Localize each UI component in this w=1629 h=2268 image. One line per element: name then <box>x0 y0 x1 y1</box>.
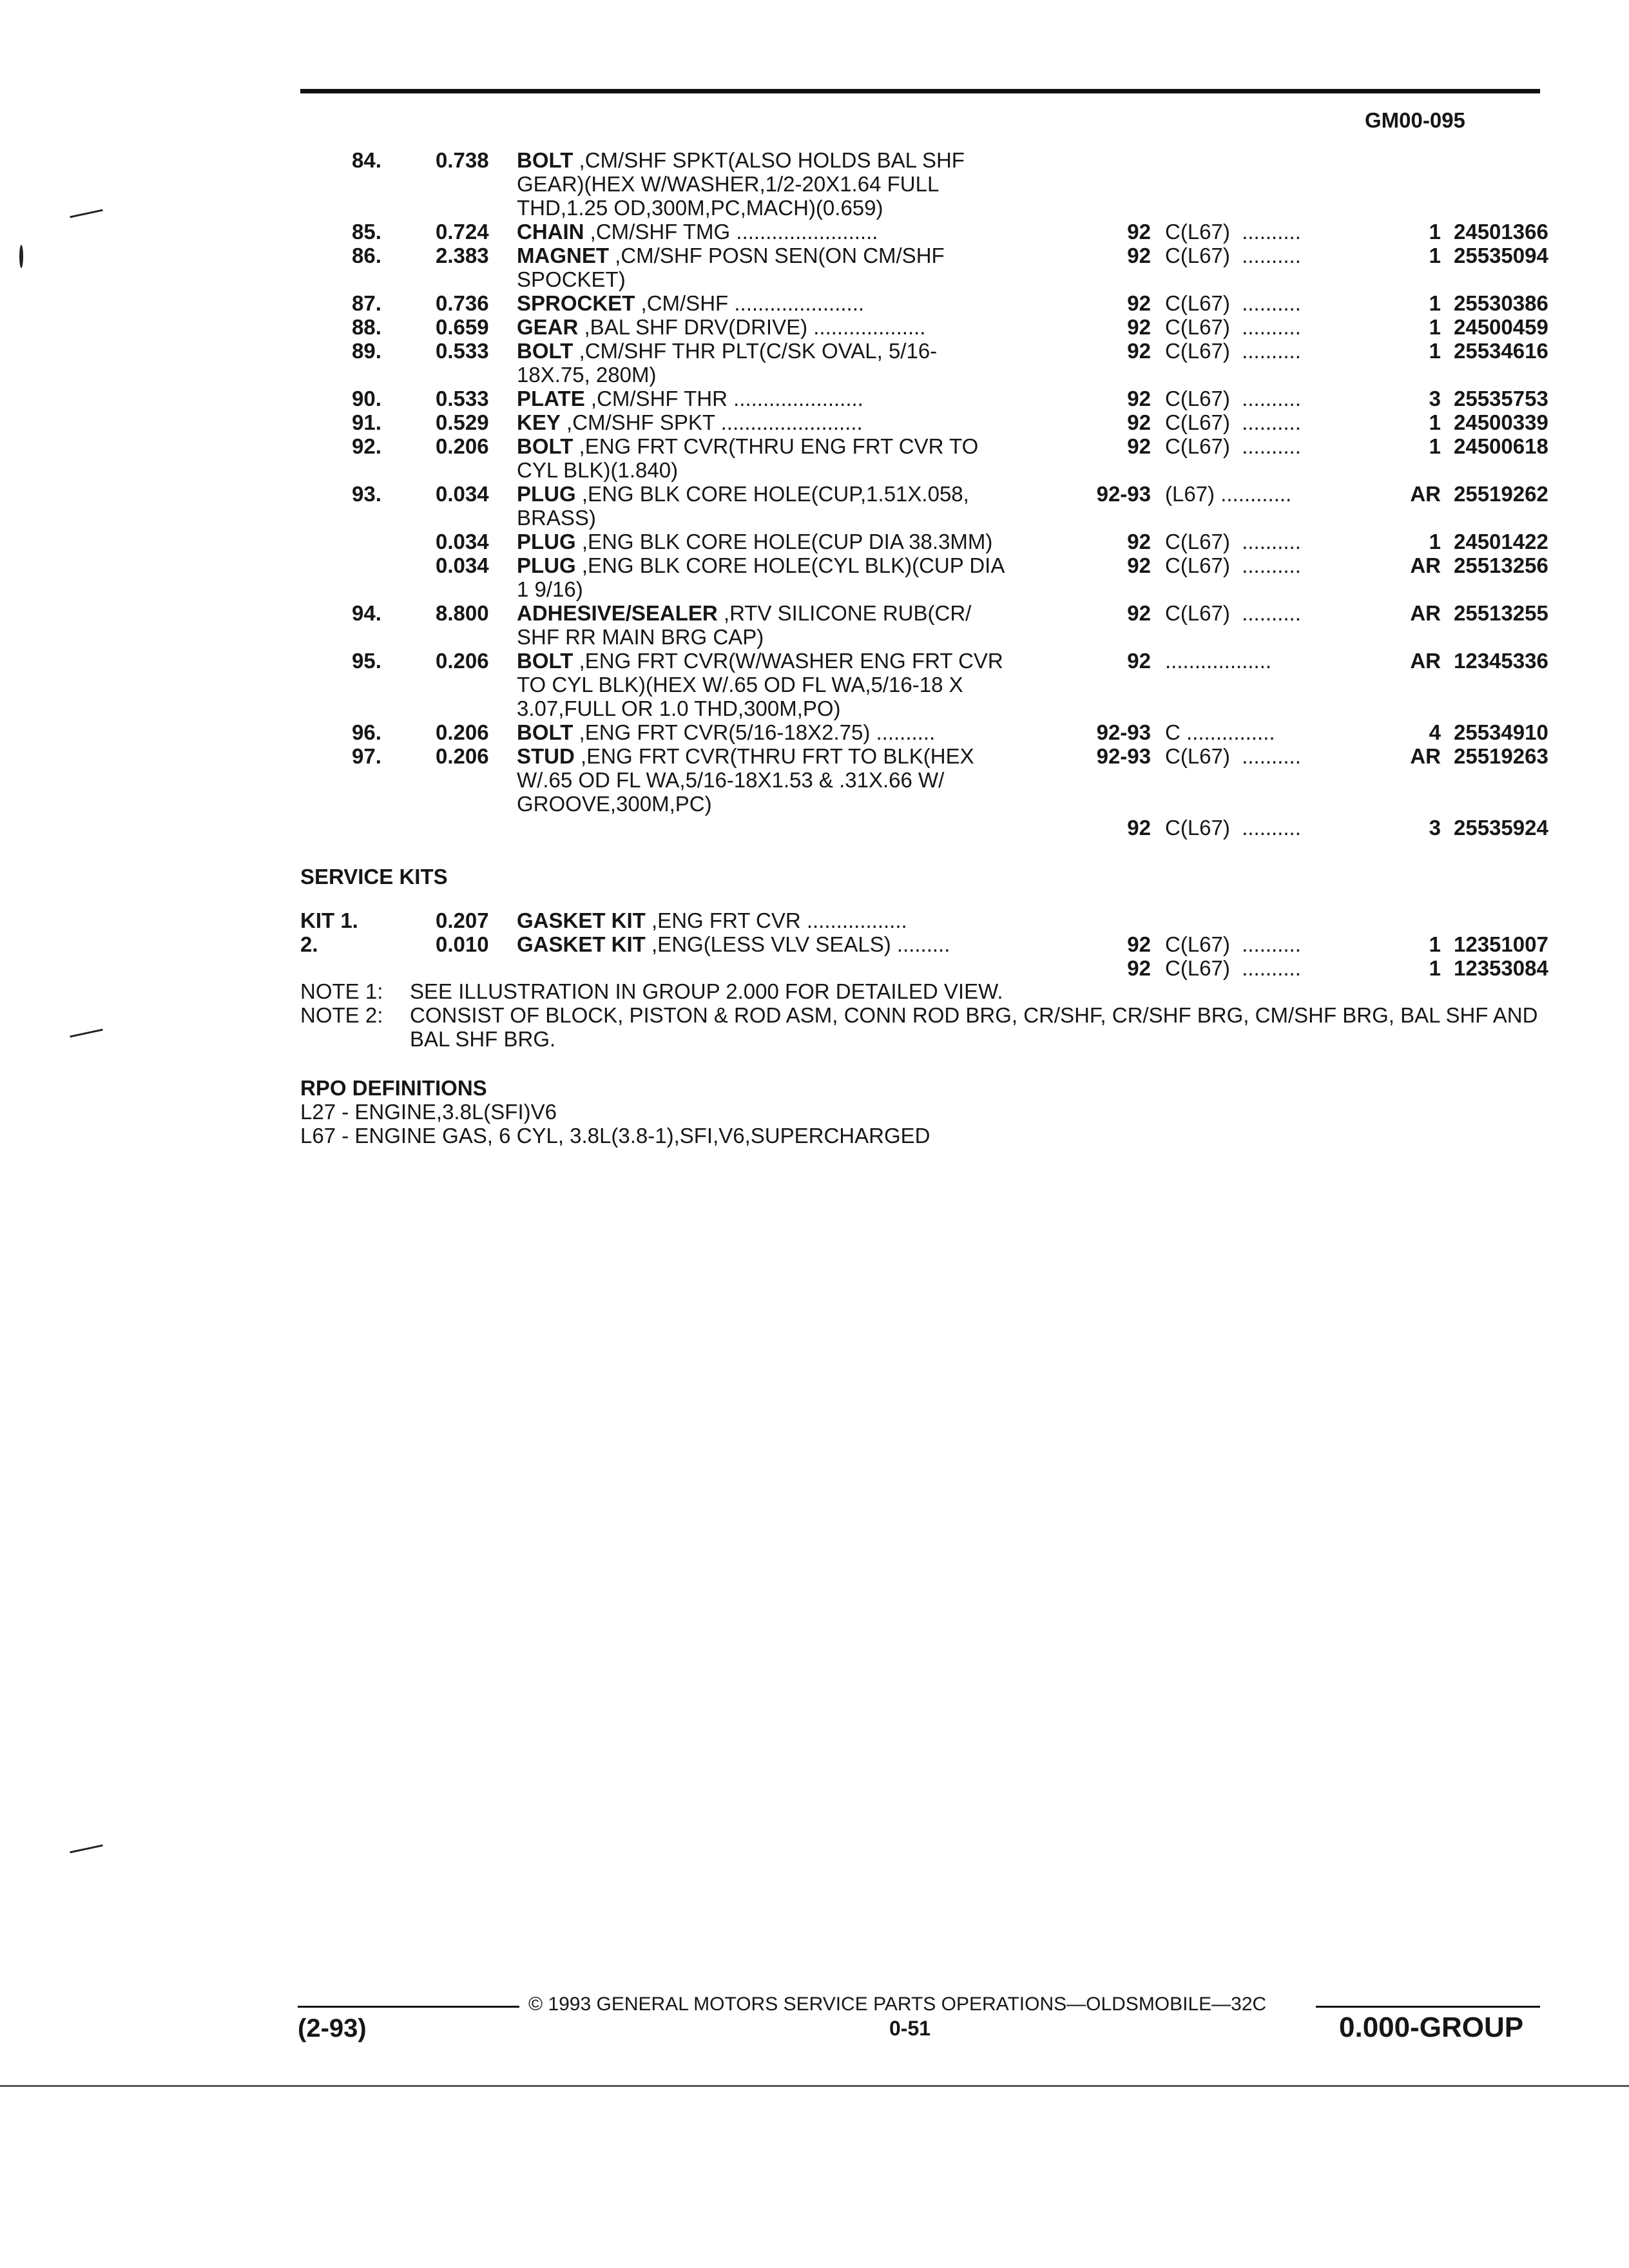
part-detail: ,ENG BLK CORE HOLE(CUP,1.51X.058, BRASS) <box>517 482 969 530</box>
part-description <box>517 553 1335 601</box>
rpo-item: L67 - ENGINE GAS, 6 CYL, 3.8L(3.8-1),SFI,V6,SUPERCHARGED <box>300 1124 930 1148</box>
model-years: 92 <box>1127 601 1151 625</box>
margin-mark <box>19 245 23 268</box>
item-number: 93. <box>352 482 381 506</box>
part-number: 24500459 <box>1454 315 1548 339</box>
note-2 <box>300 1003 1540 1051</box>
item-number: 84. <box>352 148 381 172</box>
application: C(L67) .......... <box>1165 530 1301 553</box>
quantity: 1 <box>1429 244 1441 267</box>
part-detail: ,CM/SHF THR ...................... <box>584 387 863 410</box>
part-description <box>517 530 1335 553</box>
item-number: 85. <box>352 220 381 244</box>
group-number: 0.206 <box>436 434 489 458</box>
margin-mark <box>70 1845 102 1854</box>
part-detail: ,BAL SHF DRV(DRIVE) ................... <box>578 315 926 339</box>
part-number: 24500339 <box>1454 410 1548 434</box>
quantity: 4 <box>1429 720 1441 744</box>
group-number: 0.533 <box>436 339 489 363</box>
part-name: BOLT <box>517 720 574 744</box>
group-number: 0.207 <box>436 908 489 932</box>
model-years: 92 <box>1127 410 1151 434</box>
quantity: AR <box>1410 553 1441 577</box>
application: (L67) ............ <box>1165 482 1292 506</box>
part-name: MAGNET <box>517 244 609 267</box>
item-number: 86. <box>352 244 381 267</box>
notes-section <box>300 979 1540 1051</box>
rpo-definitions <box>300 1076 930 1148</box>
item-number: 90. <box>352 387 381 410</box>
rpo-title: RPO DEFINITIONS <box>300 1076 487 1100</box>
quantity: 3 <box>1429 387 1441 410</box>
application: C(L67) .......... <box>1165 387 1301 410</box>
part-description <box>517 315 1335 339</box>
group-number: 0.034 <box>436 553 489 577</box>
application: C(L67) .......... <box>1165 434 1301 458</box>
part-detail: ,ENG(LESS VLV SEALS) ......... <box>645 932 950 956</box>
model-years: 92-93 <box>1096 482 1151 506</box>
application: C ............... <box>1165 720 1275 744</box>
part-detail: ,ENG FRT CVR ................. <box>645 908 907 932</box>
footer-rule-left <box>298 2006 519 2008</box>
note-1 <box>300 979 1540 1003</box>
group-number: 0.738 <box>436 148 489 172</box>
group-number: 0.206 <box>436 649 489 673</box>
model-years: 92 <box>1127 649 1151 673</box>
part-description <box>517 649 1335 720</box>
part-name: STUD <box>517 744 575 768</box>
part-number: 25534616 <box>1454 339 1548 363</box>
item-number: 2. <box>300 932 318 956</box>
application: C(L67) .......... <box>1165 315 1301 339</box>
group-number: 0.736 <box>436 291 489 315</box>
application: C(L67) .......... <box>1165 956 1301 980</box>
item-number: 95. <box>352 649 381 673</box>
part-detail: ,ENG BLK CORE HOLE(CUP DIA 38.3MM) <box>575 530 993 553</box>
model-years: 92 <box>1127 434 1151 458</box>
part-description <box>517 482 1335 530</box>
part-description <box>517 720 1335 744</box>
quantity: 1 <box>1429 956 1441 980</box>
part-description <box>517 932 1335 956</box>
part-description <box>517 291 1335 315</box>
part-name: PLUG <box>517 482 576 506</box>
application: C(L67) .......... <box>1165 291 1301 315</box>
model-years: 92 <box>1127 816 1151 840</box>
part-number: 25535094 <box>1454 244 1548 267</box>
part-detail: ,ENG FRT CVR(THRU ENG FRT CVR TO CYL BLK)(1.840) <box>517 434 979 482</box>
quantity: AR <box>1410 649 1441 673</box>
group-label: 0.000-GROUP <box>1339 2012 1524 2043</box>
part-detail: ,CM/SHF SPKT ........................ <box>560 410 863 434</box>
model-years: 92-93 <box>1096 720 1151 744</box>
part-number: 25535753 <box>1454 387 1548 410</box>
application: C(L67) .......... <box>1165 410 1301 434</box>
part-detail: ,CM/SHF THR PLT(C/SK OVAL, 5/16- 18X.75, 280M) <box>517 339 938 387</box>
part-name: KEY <box>517 410 561 434</box>
table-row <box>300 744 1548 840</box>
item-number: 92. <box>352 434 381 458</box>
footer-date: (2-93) <box>298 2014 367 2042</box>
model-years: 92 <box>1127 387 1151 410</box>
quantity: 1 <box>1429 410 1441 434</box>
rpo-item: L27 - ENGINE,3.8L(SFI)V6 <box>300 1100 557 1124</box>
quantity: AR <box>1410 482 1441 506</box>
part-number: 25519262 <box>1454 482 1548 506</box>
part-number: 25513256 <box>1454 553 1548 577</box>
part-detail: ,RTV SILICONE RUB(CR/ SHF RR MAIN BRG CAP) <box>517 601 972 649</box>
group-number: 0.533 <box>436 387 489 410</box>
part-number: 25513255 <box>1454 601 1548 625</box>
service-kits-list <box>300 908 1548 980</box>
header-rule <box>300 89 1540 93</box>
part-number: 25535924 <box>1454 816 1548 840</box>
quantity: 1 <box>1429 932 1441 956</box>
application: C(L67) .......... <box>1165 244 1301 267</box>
quantity: AR <box>1410 744 1441 768</box>
part-number: 25519263 <box>1454 744 1548 768</box>
model-years: 92 <box>1127 220 1151 244</box>
quantity: 1 <box>1429 220 1441 244</box>
group-number: 0.724 <box>436 220 489 244</box>
application: C(L67) .......... <box>1165 744 1301 768</box>
part-description <box>517 908 1335 932</box>
quantity: 1 <box>1429 434 1441 458</box>
group-number: 0.010 <box>436 932 489 956</box>
application: C(L67) .......... <box>1165 601 1301 625</box>
part-description <box>517 387 1335 410</box>
quantity: 1 <box>1429 315 1441 339</box>
part-name: PLUG <box>517 553 576 577</box>
part-name: CHAIN <box>517 220 584 244</box>
part-description <box>517 148 1335 220</box>
quantity: 1 <box>1429 530 1441 553</box>
model-years: 92 <box>1127 291 1151 315</box>
item-number: 94. <box>352 601 381 625</box>
model-years: 92 <box>1127 956 1151 980</box>
item-number: 88. <box>352 315 381 339</box>
application: C(L67) .......... <box>1165 816 1301 840</box>
part-number: 12353084 <box>1454 956 1548 980</box>
model-years: 92 <box>1127 339 1151 363</box>
part-name: ADHESIVE/SEALER <box>517 601 718 625</box>
part-detail: ,ENG FRT CVR(5/16-18X2.75) .......... <box>573 720 936 744</box>
part-description <box>517 410 1335 434</box>
part-number: 24501422 <box>1454 530 1548 553</box>
part-name: BOLT <box>517 339 574 363</box>
quantity: 1 <box>1429 291 1441 315</box>
group-number: 8.800 <box>436 601 489 625</box>
part-number: 25534910 <box>1454 720 1548 744</box>
parts-list <box>300 148 1548 840</box>
part-name: GASKET KIT <box>517 908 646 932</box>
application: C(L67) .......... <box>1165 932 1301 956</box>
model-years: 92 <box>1127 932 1151 956</box>
service-kits-title: SERVICE KITS <box>300 865 448 889</box>
note-text: SEE ILLUSTRATION IN GROUP 2.000 FOR DETAILED VIEW. <box>410 979 1003 1003</box>
group-number: 2.383 <box>436 244 489 267</box>
item-number: 97. <box>352 744 381 768</box>
group-number: 0.206 <box>436 720 489 744</box>
margin-mark <box>70 1029 102 1038</box>
part-number: 24501366 <box>1454 220 1548 244</box>
model-years: 92 <box>1127 315 1151 339</box>
group-number: 0.529 <box>436 410 489 434</box>
part-detail: ,CM/SHF POSN SEN(ON CM/SHF SPOCKET) <box>517 244 945 291</box>
application: C(L67) .......... <box>1165 220 1301 244</box>
part-detail: ,ENG BLK CORE HOLE(CYL BLK)(CUP DIA 1 9/16) <box>517 553 1005 601</box>
part-description <box>517 220 1335 244</box>
part-detail: ,CM/SHF SPKT(ALSO HOLDS BAL SHF GEAR)(HEX W/WASHER,1/2-20X1.64 FULL THD,1.25 OD,300M,PC,MACH)(0.659) <box>517 148 965 220</box>
note-label: NOTE 1: <box>300 979 383 1003</box>
item-number: 87. <box>352 291 381 315</box>
part-detail: ,ENG FRT CVR(THRU FRT TO BLK(HEX W/.65 OD FL WA,5/16-18X1.53 & .31X.66 W/ GROOVE,300M,PC) <box>517 744 974 816</box>
part-name: SPROCKET <box>517 291 635 315</box>
part-number: 12351007 <box>1454 932 1548 956</box>
bottom-rule <box>0 2085 1629 2087</box>
part-description <box>517 244 1335 291</box>
note-text: CONSIST OF BLOCK, PISTON & ROD ASM, CONN ROD BRG, CR/SHF, CR/SHF BRG, CM/SHF BRG, BAL SHF AND BAL SHF BRG. <box>410 1003 1538 1051</box>
item-number: 96. <box>352 720 381 744</box>
part-name: PLATE <box>517 387 585 410</box>
group-number: 0.659 <box>436 315 489 339</box>
group-number: 0.034 <box>436 482 489 506</box>
part-name: BOLT <box>517 148 574 172</box>
page-number: 0-51 <box>889 2017 931 2040</box>
part-description <box>517 434 1335 482</box>
group-number: 0.206 <box>436 744 489 768</box>
part-number: 12345336 <box>1454 649 1548 673</box>
item-number: 91. <box>352 410 381 434</box>
model-years: 92 <box>1127 244 1151 267</box>
quantity: 1 <box>1429 339 1441 363</box>
item-number: KIT 1. <box>300 908 358 932</box>
part-description <box>517 601 1335 649</box>
footer-copyright: © 1993 GENERAL MOTORS SERVICE PARTS OPERATIONS—OLDSMOBILE—32C <box>528 1994 1267 2015</box>
application: C(L67) .......... <box>1165 339 1301 363</box>
part-name: PLUG <box>517 530 576 553</box>
model-years: 92 <box>1127 553 1151 577</box>
document-id: GM00-095 <box>1365 108 1465 132</box>
part-description <box>517 744 1335 816</box>
application: C(L67) .......... <box>1165 553 1301 577</box>
part-name: GEAR <box>517 315 579 339</box>
quantity: 3 <box>1429 816 1441 840</box>
model-years: 92-93 <box>1096 744 1151 768</box>
part-name: BOLT <box>517 434 574 458</box>
application: .................. <box>1165 649 1272 673</box>
part-name: BOLT <box>517 649 574 673</box>
note-label: NOTE 2: <box>300 1003 383 1027</box>
part-name: GASKET KIT <box>517 932 646 956</box>
part-detail: ,ENG FRT CVR(W/WASHER ENG FRT CVR TO CYL BLK)(HEX W/.65 OD FL WA,5/16-18 X 3.07,FULL OR 1.0 THD,300M,PO) <box>517 649 1003 720</box>
model-years: 92 <box>1127 530 1151 553</box>
footer-rule-right <box>1316 2006 1540 2008</box>
margin-mark <box>70 209 102 218</box>
group-number: 0.034 <box>436 530 489 553</box>
part-number: 24500618 <box>1454 434 1548 458</box>
part-description <box>517 339 1335 387</box>
part-number: 25530386 <box>1454 291 1548 315</box>
part-detail: ,CM/SHF ...................... <box>635 291 865 315</box>
quantity: AR <box>1410 601 1441 625</box>
table-row <box>300 932 1548 980</box>
item-number: 89. <box>352 339 381 363</box>
part-detail: ,CM/SHF TMG ........................ <box>584 220 878 244</box>
